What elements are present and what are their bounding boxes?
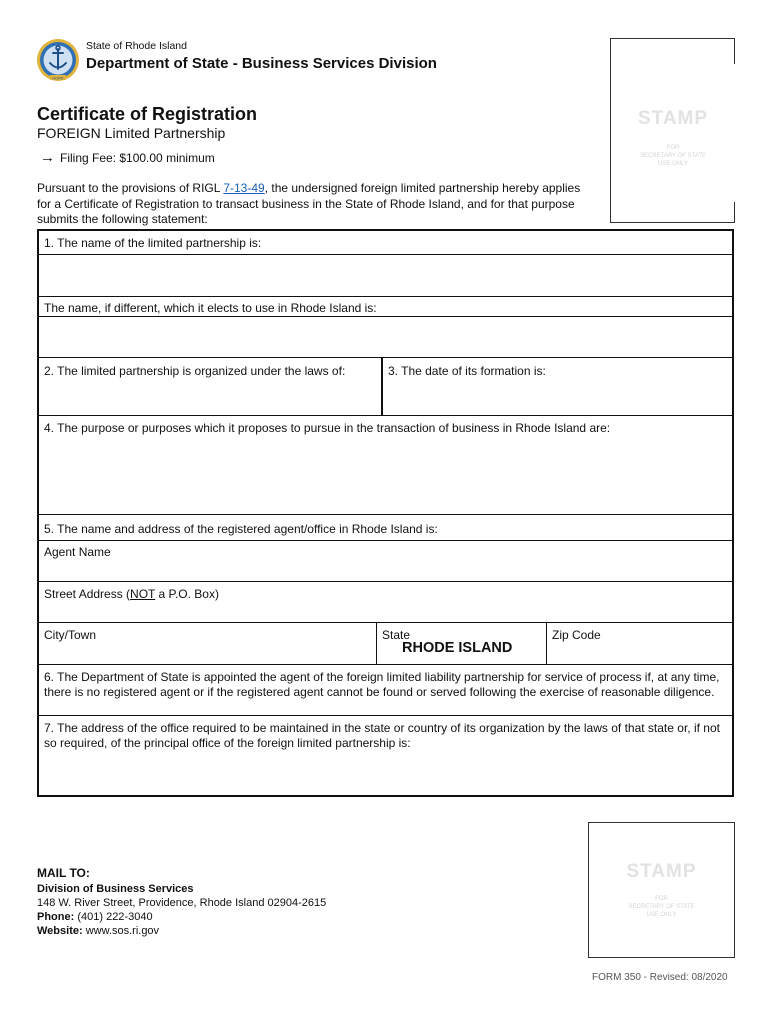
- form-id: FORM 350 - Revised: 08/2020: [592, 972, 728, 983]
- mail-heading: MAIL TO:: [37, 866, 90, 880]
- state-label-cell: State: [382, 628, 411, 642]
- agent-name-field[interactable]: [39, 557, 732, 581]
- filing-fee-text: Filing Fee: $100.00 minimum: [60, 151, 215, 165]
- formation-date-field[interactable]: [383, 376, 734, 415]
- filing-fee: [40, 149, 215, 166]
- department-title: Department of State - Business Services Division: [86, 55, 437, 72]
- stamp-box-bottom: [588, 822, 735, 958]
- q3-label: 3. The date of its formation is:: [388, 364, 546, 378]
- city-field[interactable]: [39, 640, 376, 664]
- division-name: Division of Business Services: [37, 883, 194, 895]
- q2-label: 2. The limited partnership is organized under the laws of:: [44, 364, 346, 378]
- partnership-name-field[interactable]: [39, 254, 732, 296]
- certificate-title: Certificate of Registration: [37, 104, 258, 124]
- zip-label: Zip Code: [552, 628, 601, 642]
- stamp-label-bottom: STAMP: [626, 861, 697, 882]
- mail-to-block: [37, 866, 326, 938]
- seal-lettering: HOPE: [52, 75, 64, 81]
- q1-label: 1. The name of the limited partnership is:: [44, 236, 262, 250]
- organized-laws-field[interactable]: [39, 376, 381, 415]
- principal-office-field[interactable]: [39, 751, 732, 795]
- street-address-field[interactable]: [39, 599, 732, 622]
- mail-address: 148 W. River Street, Providence, Rhode Island 02904-2615: [37, 897, 327, 909]
- phone-line: Phone: (401) 222-3040: [37, 911, 153, 923]
- stamp-note-bottom: FOR SECRETARY OF STATE USE ONLY: [628, 896, 695, 918]
- zip-field[interactable]: [547, 640, 734, 664]
- right-arrow-icon: →: [40, 149, 55, 166]
- street-address-label: Street Address (NOT a P.O. Box): [44, 587, 219, 601]
- stamp-note: FOR SECRETARY OF STATE USE ONLY: [639, 145, 707, 167]
- city-label: City/Town: [44, 628, 97, 642]
- q4-label: 4. The purpose or purposes which it proposes to pursue in the transaction of business in Rhode Island are:: [44, 421, 611, 435]
- certificate-subtitle: FOREIGN Limited Partnership: [37, 125, 226, 141]
- rigl-link[interactable]: 7-13-49: [223, 181, 265, 195]
- state-label: State of Rhode Island: [86, 40, 187, 52]
- q1b-label: The name, if different, which it elects to use in Rhode Island is:: [44, 301, 377, 315]
- intro-paragraph: Pursuant to the provisions of RIGL 7-13-49, the undersigned foreign limited partnership hereby applies for a Certificate of Registration to transact business in the State of Rhode Island, and for that purpose submits the following statement:: [37, 181, 581, 226]
- stamp-label: STAMP: [637, 108, 709, 129]
- ri-name-field[interactable]: [39, 316, 732, 357]
- agent-name-label: Agent Name: [44, 545, 111, 559]
- website-line: Website: www.sos.ri.gov: [37, 925, 160, 937]
- q6-text: 6. The Department of State is appointed the agent of the foreign limited liability partnership for service of process if, at any time, there is no registered agent or if the registered agent cannot be found or served following the exercise of reasonable diligence.: [44, 670, 720, 699]
- state-value: RHODE ISLAND: [402, 640, 513, 656]
- registration-form: [37, 229, 734, 797]
- q7-label: 7. The address of the office required to be maintained in the state or country of its organization by the laws of that state or, if not so required, of the principal office of the foreign limited partnership is:: [44, 721, 720, 750]
- purpose-field[interactable]: [39, 435, 732, 514]
- state-seal-icon: [36, 38, 80, 82]
- q5-label: 5. The name and address of the registered agent/office in Rhode Island is:: [44, 522, 438, 536]
- stamp-box-top-gap: [611, 64, 735, 202]
